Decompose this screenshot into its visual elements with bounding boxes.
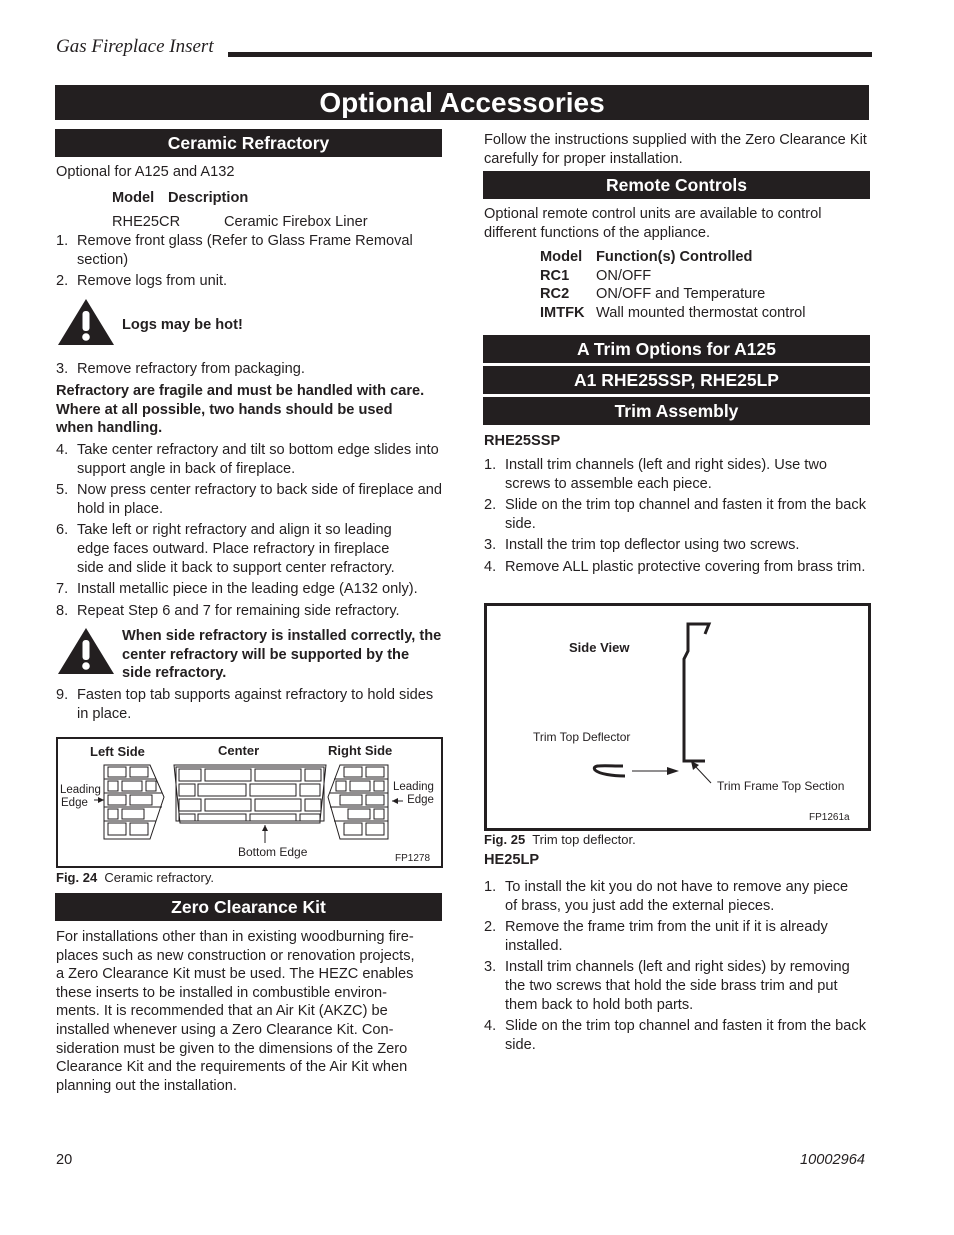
ceramic-row-desc: Ceramic Firebox Liner	[224, 214, 368, 230]
warning-icon	[56, 297, 116, 347]
fig25-deflector-label: Trim Top Deflector	[533, 730, 631, 744]
warning-logs-hot: Logs may be hot!	[122, 317, 243, 333]
fig24-leading-edge-left: Leading Edge	[60, 784, 101, 809]
table-row: RC1 ON/OFF	[540, 267, 652, 284]
warning-icon	[56, 626, 116, 676]
refractory-diagram	[58, 739, 441, 866]
fig24-leading-edge-right: Leading Edge	[393, 781, 434, 806]
list-item: 2. Remove the frame trim from the unit if it is already installed.	[484, 919, 828, 954]
fig24-code: FP1278	[395, 853, 431, 864]
figure-ceramic-refractory	[56, 737, 443, 868]
list-item: 1. To install the kit you do not have to remove any piece of brass, you just add the external pieces.	[484, 879, 849, 914]
fig25-side-view-label: Side View	[569, 640, 630, 655]
ceramic-steps-b	[56, 441, 443, 620]
warning-side-refractory: When side refractory is installed correctly, the center refractory will be supported by the side refractory.	[122, 628, 442, 682]
ceramic-heading: Ceramic Refractory	[55, 129, 442, 157]
list-item: 2. Remove logs from unit.	[56, 273, 228, 290]
page-number: 20	[56, 1152, 73, 1168]
list-item: 1. Remove front glass (Refer to Glass Frame Removal section)	[56, 233, 413, 268]
table-row: Model Function(s) Controlled	[540, 249, 753, 265]
zero-clearance-text: For installations other than in existing woodburning fire- places such as new construction or renovation projects, a Zero Clearance Kit must be used. The HEZC enables these inserts to be installed in combustible environ- ments. It is recommended that an Air Kit (AKZC) be installed whenever using a Zero Clearance Kit. Con- sideration must be given to the dimensions of the Zero Clearance Kit and the requirements of the Air Kit when planning out the installation.	[56, 929, 415, 1094]
fig25-code: FP1261a	[809, 812, 850, 823]
fig24-left-side-label: Left Side	[90, 744, 145, 759]
list-item: 5. Now press center refractory to back side of fireplace and hold in place.	[56, 482, 443, 517]
table-row: RC2 ON/OFF and Temperature	[540, 286, 766, 303]
rhe25ssp-steps	[484, 456, 869, 577]
list-item: 4. Take center refractory and tilt so bottom edge slides into support angle in back of fireplace.	[56, 442, 439, 477]
trim-side-view-diagram	[487, 606, 868, 828]
table-row: IMTFK Wall mounted thermostat control	[540, 304, 806, 321]
list-item: 3. Install trim channels (left and right sides) by removing the two screws that hold the side brass trim and put them back to hold both parts.	[484, 959, 850, 1013]
list-item: 1. Install trim channels (left and right sides). Use two screws to assemble each piece.	[484, 457, 828, 492]
list-item: 4. Remove ALL plastic protective covering from brass trim.	[484, 558, 866, 575]
running-header: Gas Fireplace Insert	[56, 36, 214, 57]
ceramic-step-3	[56, 360, 441, 379]
remote-intro: Optional remote control units are available to control different functions of the appliance.	[484, 206, 822, 241]
fig25-caption: Fig. 25 Trim top deflector.	[484, 832, 636, 847]
fig24-center-label: Center	[218, 743, 260, 758]
trim-a1-heading: A1 RHE25SSP, RHE25LP	[483, 366, 870, 394]
ceramic-step-9	[56, 686, 441, 723]
list-item: 3. Install the trim top deflector using two screws.	[484, 537, 800, 554]
figure-trim-deflector	[484, 603, 871, 831]
ceramic-steps-a	[56, 232, 441, 291]
trim-options-heading: A Trim Options for A125	[483, 335, 870, 363]
document-number: 10002964	[800, 1152, 865, 1168]
remote-table	[540, 248, 806, 322]
ceramic-col-model: Model	[112, 190, 155, 206]
list-item: 8. Repeat Step 6 and 7 for remaining side refractory.	[56, 602, 400, 619]
fig25-frame-top-label: Trim Frame Top Section	[717, 779, 845, 793]
header-rule	[228, 52, 872, 57]
ceramic-optional-for: Optional for A125 and A132	[56, 164, 235, 180]
rhe25ssp-subheading: RHE25SSP	[484, 433, 561, 449]
zero-clearance-heading: Zero Clearance Kit	[55, 893, 442, 921]
fig24-bottom-edge-label: Bottom Edge	[238, 845, 308, 859]
list-item: 2. Slide on the trim top channel and fasten it from the back side.	[484, 497, 866, 532]
trim-assembly-heading: Trim Assembly	[483, 397, 870, 425]
page-title: Optional Accessories	[55, 85, 869, 120]
ceramic-col-desc: Description	[168, 190, 249, 206]
he25lp-subheading: HE25LP	[484, 852, 540, 868]
remote-heading: Remote Controls	[483, 171, 870, 199]
list-item: 7. Install metallic piece in the leading edge (A132 only).	[56, 581, 418, 598]
list-item: 3. Remove refractory from packaging.	[56, 361, 305, 377]
fig24-right-side-label: Right Side	[328, 743, 393, 758]
list-item: 4. Slide on the trim top channel and fasten it from the back side.	[484, 1018, 866, 1053]
list-item: 9. Fasten top tab supports against refractory to hold sides in place.	[56, 687, 434, 722]
ceramic-row-model: RHE25CR	[112, 214, 181, 230]
list-item: 6. Take left or right refractory and align it so leading edge faces outward. Place refractory in fireplace side and slide it back to support center refractory.	[56, 522, 395, 576]
zero-clearance-follow: Follow the instructions supplied with the Zero Clearance Kit carefully for proper installation.	[484, 132, 867, 167]
fig24-caption: Fig. 24 Ceramic refractory.	[56, 870, 214, 885]
he25lp-steps	[484, 878, 869, 1054]
fragile-note: Refractory are fragile and must be handled with care. Where at all possible, two hands should be used when handling.	[56, 383, 425, 437]
